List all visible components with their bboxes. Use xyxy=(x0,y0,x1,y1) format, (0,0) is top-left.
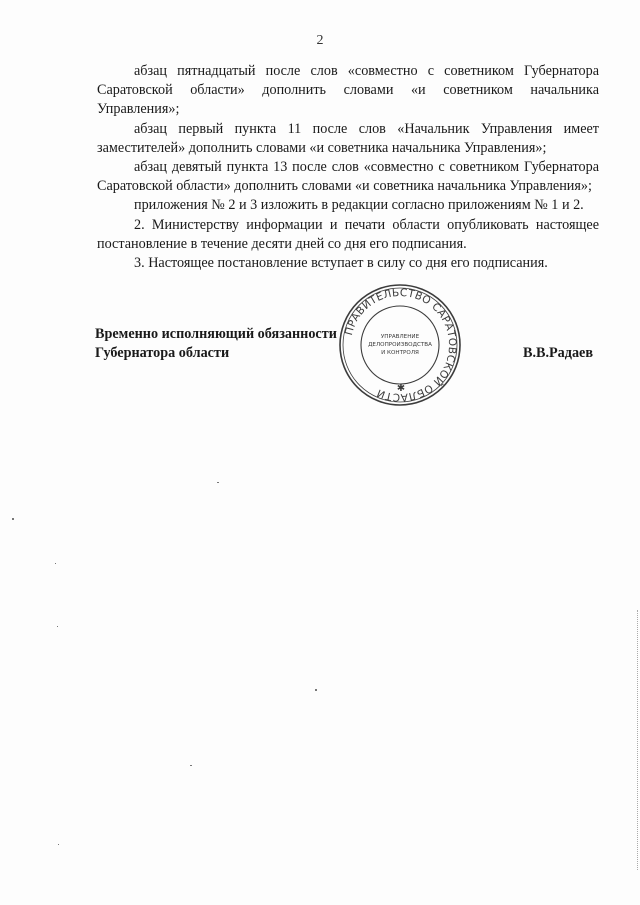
scan-speck xyxy=(12,518,14,520)
seal-center-line: ДЕЛОПРОИЗВОДСТВА xyxy=(368,342,432,348)
official-seal-stamp xyxy=(338,283,462,407)
scan-edge-artifact xyxy=(636,610,638,870)
seal-star-icon: ✱ xyxy=(396,383,406,394)
paragraph: абзац первый пункта 11 после слов «Начальник Управления имеет заместителей» дополнить словами «и советника начальника Управления»; xyxy=(97,120,599,156)
seal-center-line: УПРАВЛЕНИЕ xyxy=(380,334,420,340)
document-body xyxy=(97,62,599,273)
paragraph: абзац девятый пункта 13 после слов «совместно с советником Губернатора Саратовской области» дополнить словами «и советника начальника Управления»; xyxy=(97,159,599,195)
seal-center-line: И КОНТРОЛЯ xyxy=(381,350,419,356)
page-number: 2 xyxy=(316,33,324,48)
signatory-name: В.В.Радаев xyxy=(523,345,594,361)
scan-speck xyxy=(58,844,59,845)
signatory-position: Временно исполняющий обязанности xyxy=(95,326,337,342)
scan-speck xyxy=(190,765,192,766)
scan-speck xyxy=(57,626,58,627)
paragraph: приложения № 2 и 3 изложить в редакции согласно приложениям № 1 и 2. xyxy=(134,197,584,214)
scan-speck xyxy=(315,689,317,691)
scan-speck xyxy=(55,563,56,564)
signatory-position-continued: Губернатора области xyxy=(95,345,230,361)
scan-speck xyxy=(217,482,219,483)
paragraph: 2. Министерству информации и печати области опубликовать настоящее постановление в течение десяти дней со дня его подписания. xyxy=(97,216,599,252)
seal-ring-text: ПРАВИТЕЛЬСТВО САРАТОВСКОЙ ОБЛАСТИ xyxy=(343,286,459,404)
paragraph: 3. Настоящее постановление вступает в силу со дня его подписания. xyxy=(134,255,548,272)
seal-graphic xyxy=(338,283,462,407)
paragraph: абзац пятнадцатый после слов «совместно с советником Губернатора Саратовской области» дополнить словами «и советником начальника Управления»; xyxy=(97,63,599,118)
